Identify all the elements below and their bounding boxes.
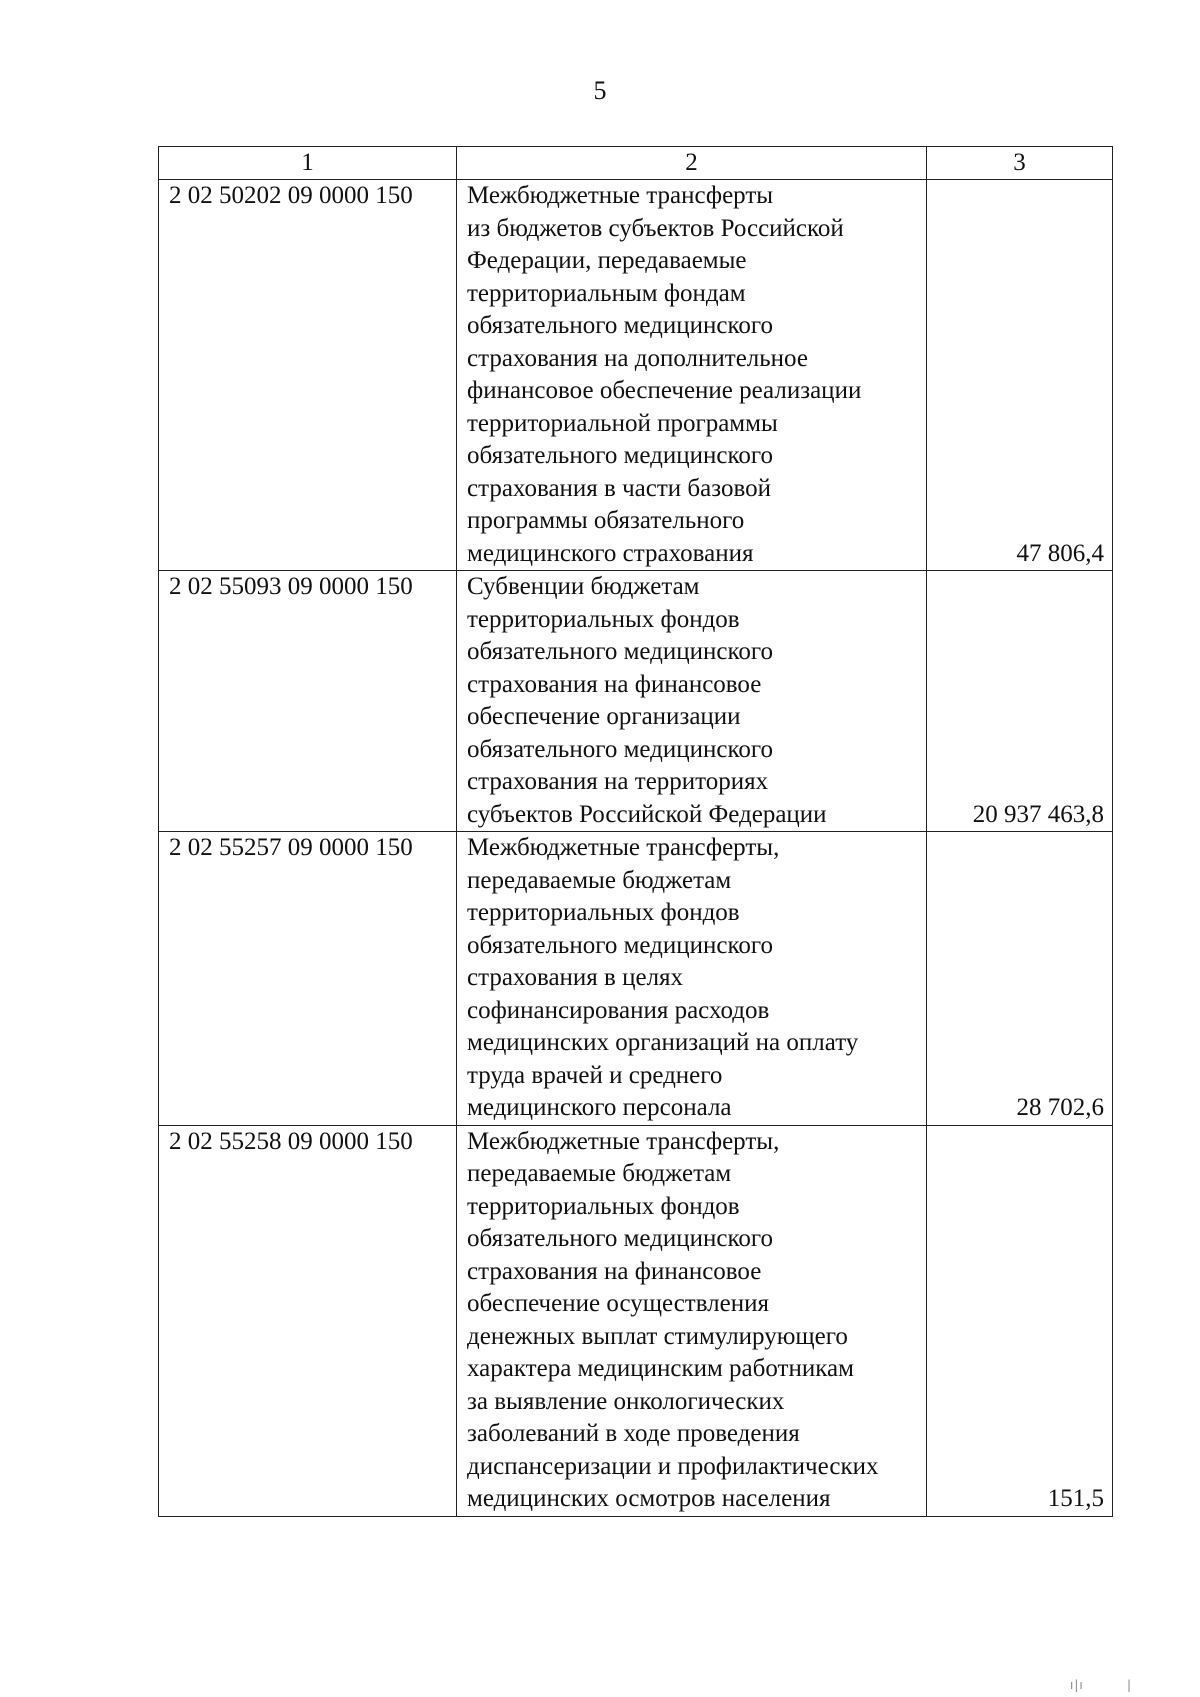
description-line: передаваемые бюджетам: [467, 1160, 732, 1187]
budget-code-cell: 2 02 55258 09 0000 150: [159, 1125, 457, 1516]
description-line: страхования на финансовое: [467, 1257, 762, 1285]
description-line: медицинского страхования: [467, 539, 754, 567]
description-line: обязательного медицинского: [467, 1225, 774, 1252]
description-line: заболеваний в ходе проведения: [467, 1420, 800, 1447]
description-cell: [457, 571, 927, 832]
description-line: территориальным фондам: [467, 279, 746, 307]
header-row: [159, 147, 1113, 180]
amount-cell: 28 702,6: [927, 832, 1113, 1126]
description-line: диспансеризации и профилактических: [467, 1452, 879, 1480]
description-line: обязательного медицинского: [467, 312, 774, 339]
column-header-amount: 3: [927, 147, 1113, 180]
description-line: субъектов Российской Федерации: [467, 800, 827, 828]
description-line: Субвенции бюджетам: [467, 573, 700, 600]
scan-artifact: ı|ı |: [1070, 1678, 1133, 1692]
description-line: обязательного медицинского: [467, 442, 774, 469]
column-header-description: 2: [457, 147, 927, 180]
description-line: финансовое обеспечение реализации: [467, 377, 862, 404]
table-body: [159, 180, 1113, 1517]
description-line: обязательного медицинского: [467, 931, 774, 959]
description-line: труда врачей и среднего: [467, 1061, 723, 1089]
description-line: обязательного медицинского: [467, 735, 774, 763]
description-line: из бюджетов субъектов Российской: [467, 214, 844, 242]
table-row: [159, 571, 1113, 832]
description-line: территориальных фондов: [467, 605, 740, 633]
description-line: денежных выплат стимулирующего: [467, 1322, 848, 1350]
description-line: медицинского персонала: [467, 1094, 732, 1121]
column-header-code: 1: [159, 147, 457, 180]
description-line: обеспечение осуществления: [467, 1290, 770, 1317]
description-line: страхования на территориях: [467, 768, 769, 795]
amount-cell: 20 937 463,8: [927, 571, 1113, 832]
description-line: обеспечение организации: [467, 703, 741, 730]
description-line: за выявление онкологических: [467, 1387, 785, 1415]
description-line: страхования на дополнительное: [467, 344, 808, 372]
description-cell: [457, 180, 927, 571]
description-line: Федерации, передаваемые: [467, 247, 747, 274]
table-header: [159, 147, 1113, 180]
description-line: страхования в части базовой: [467, 474, 771, 502]
page-number: 5: [593, 76, 607, 105]
table-row: [159, 1125, 1113, 1516]
table-row: [159, 180, 1113, 571]
description-line: характера медицинским работникам: [467, 1355, 854, 1382]
description-line: Межбюджетные трансферты,: [467, 834, 780, 861]
description-line: страхования в целях: [467, 964, 684, 991]
description-cell: [457, 832, 927, 1126]
description-line: обязательного медицинского: [467, 638, 774, 665]
budget-table: [158, 146, 1113, 1517]
description-line: территориальных фондов: [467, 1192, 740, 1220]
description-cell: [457, 1125, 927, 1516]
description-line: страхования на финансовое: [467, 670, 762, 698]
description-line: софинансирования расходов: [467, 996, 770, 1024]
amount-cell: 47 806,4: [927, 180, 1113, 571]
description-line: территориальных фондов: [467, 899, 740, 926]
description-line: программы обязательного: [467, 507, 745, 534]
description-line: передаваемые бюджетам: [467, 866, 732, 894]
amount-cell: 151,5: [927, 1125, 1113, 1516]
description-line: Межбюджетные трансферты,: [467, 1127, 780, 1155]
budget-code-cell: 2 02 50202 09 0000 150: [159, 180, 457, 571]
budget-code-cell: 2 02 55093 09 0000 150: [159, 571, 457, 832]
table-row: [159, 832, 1113, 1126]
description-line: территориальной программы: [467, 409, 778, 437]
description-line: медицинских организаций на оплату: [467, 1029, 859, 1056]
description-line: Межбюджетные трансферты: [467, 182, 774, 209]
budget-code-cell: 2 02 55257 09 0000 150: [159, 832, 457, 1126]
description-line: медицинских осмотров населения: [467, 1485, 831, 1512]
